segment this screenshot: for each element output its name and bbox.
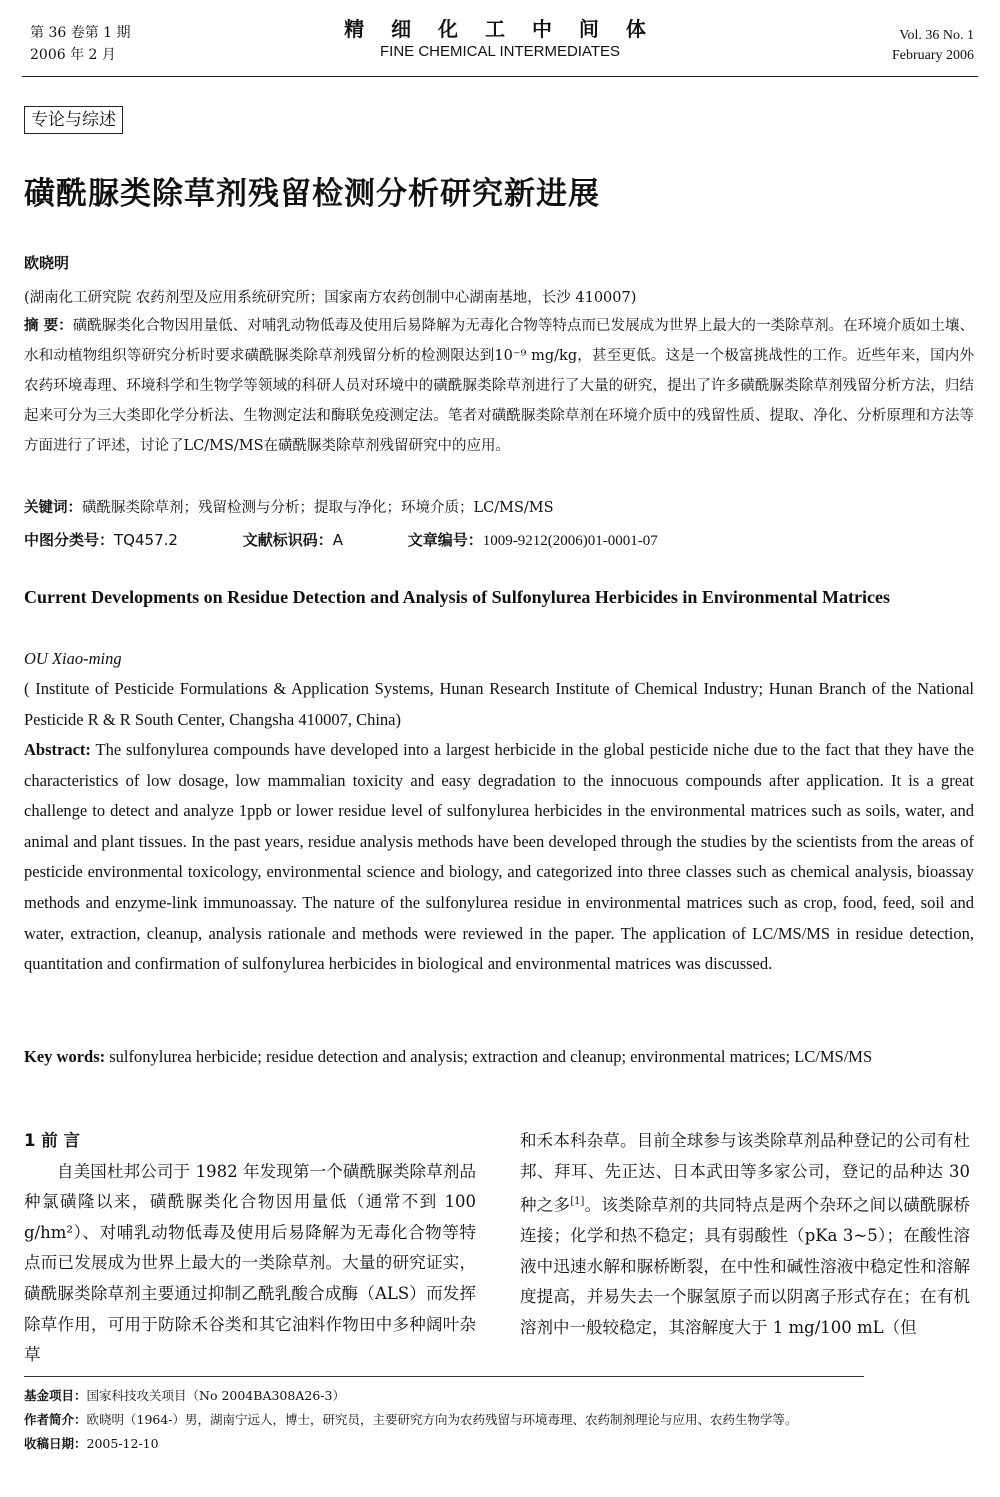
header-volume-cn: 第 36 卷第 1 期 [30, 25, 131, 41]
paper-title-en: Current Developments on Residue Detection and Analysis of Sulfonylurea Herbicides in Environmental Matrices [24, 587, 890, 607]
column-tag: 专论与综述 [24, 106, 123, 134]
affiliation-cn: (湖南化工研究院 农药剂型及应用系统研究所；国家南方农药创制中心湖南基地，长沙 410007) [24, 290, 637, 306]
paper-title-cn: 磺酰脲类除草剂残留检测分析研究新进展 [24, 176, 600, 212]
footnote-divider [24, 1376, 864, 1377]
keywords-en-label: Key words: [24, 1047, 106, 1066]
abstract-en-label: Abstract: [24, 740, 91, 759]
classification-line [24, 526, 658, 555]
header-divider [22, 76, 978, 77]
section-heading: 1 前 言 [24, 1131, 80, 1150]
header-journal [0, 16, 1000, 62]
header-date-en: February 2006 [891, 48, 974, 63]
keywords-en-text: sulfonylurea herbicide; residue detection and analysis; extraction and cleanup; environmental matrices; LC/MS/MS [109, 1047, 873, 1066]
keywords-cn-label: 关键词： [24, 500, 82, 516]
header-date-cn: 2006 年 2 月 [30, 47, 116, 63]
abstract-cn-label: 摘 要： [24, 318, 73, 334]
clc-number: 中图分类号：TQ457.2 [24, 531, 178, 549]
author-en: OU Xiao-ming [24, 649, 122, 668]
author-cn: 欧晓明 [24, 254, 70, 272]
abstract-cn-text: 磺酰脲类化合物因用量低、对哺乳动物低毒及使用后易降解为无毒化合物等特点而已发展成为世界上最大的一类除草剂。在环境介质如土壤、水和动植物组织等研究分析时要求磺酰脲类除草剂残留分析的检测限达到10⁻⁹ mg/kg，甚至更低。这是一个极富挑战性的工作。近些年来，国内外农药环境毒理、环境科学和生物学等领域的科研人员对环境中的磺酰脲类除草剂进行了大量的研究，提出了许多磺酰脲类除草剂残留分析方法，归结起来可分为三大类即化学分析法、生物测定法和酶联免疫测定法。笔者对磺酰脲类除草剂在环境介质中的残留性质、提取、净化、分析原理和方法等方面进行了评述，讨论了LC/MS/MS在磺酰脲类除草剂残留研究中的应用。 [24, 318, 974, 454]
affiliation-en: ( Institute of Pesticide Formulations & Application Systems, Hunan Research Institute of Chemical Industry; Hunan Branch of the National Pesticide R & R South Center, Changsha 410007, China) [24, 679, 974, 729]
keywords-cn [24, 493, 974, 523]
footnote-fund: 基金项目：国家科技攻关项目（No 2004BA308A26-3） [24, 1388, 345, 1403]
header-volume-en: Vol. 36 No. 1 [899, 28, 974, 43]
section-paragraph-left: 自美国杜邦公司于 1982 年发现第一个磺酰脲类除草剂品种氯磺隆以来，磺酰脲类化合物因用量低（通常不到 100 g/hm²）、对哺乳动物低毒及使用后易降解为无毒化合物等特点而已发展成为世界上最大的一类除草剂。大量的研究证实，磺酰脲类除草剂主要通过抑制乙酰乳酸合成酶（ALS）而发挥除草作用，可用于防除禾谷类和其它油料作物田中多种阔叶杂草 [24, 1161, 476, 1365]
journal-name-cn: 精 细 化 工 中 间 体 [344, 17, 656, 41]
journal-name-en: FINE CHEMICAL INTERMEDIATES [379, 43, 621, 60]
section-paragraph-right-a: 和禾本科杂草。目前全球参与该类除草剂品种登记的公司有杜邦、拜耳、先正达、日本武田等多家公司，登记的品种达 30 种之多 [520, 1131, 970, 1215]
keywords-en [24, 1042, 974, 1073]
body-column-left [24, 1126, 476, 1371]
footnote-received: 收稿日期：2005-12-10 [24, 1436, 159, 1451]
abstract-en-text: The sulfonylurea compounds have developed into a largest herbicide in the global pesticide niche due to the fact that they have the characteristics of low dosage, low mammalian toxicity and easy degradation to the innocuous compounds after application. It is a great challenge to detect and analyze 1ppb or lower residue level of sulfonylurea herbicides in the environmental matrices such as soils, water, and animal and plant tissues. In the past years, residue analysis methods have been developed through the studies by the scientists from the areas of pesticide environmental toxicology, environmental science and biology, and categorized into three classes such as chemical analysis, bioassay methods and enzyme-link immunoassay. The nature of the sulfonylurea residue in environmental matrices such as crop, food, feed, soil and water, extraction, cleanup, analysis rationale and methods were reviewed in the paper. The application of LC/MS/MS in residue detection, quantitation and confirmation of sulfonylurea herbicides in biological and environmental matrices was discussed. [24, 740, 974, 974]
article-number: 文章编号：1009-9212(2006)01-0001-07 [407, 531, 658, 549]
abstract-en [24, 735, 974, 980]
document-code: 文献标识码：A [242, 531, 343, 549]
section-paragraph-right-b: 。该类除草剂的共同特点是两个杂环之间以磺酰脲桥连接；化学和热不稳定；具有弱酸性（pKa 3~5）；在酸性溶液中迅速水解和脲桥断裂，在中性和碱性溶液中稳定性和溶解度提高，并易失去一个脲氢原子而以阴离子形式存在；在有机溶剂中一般较稳定，其溶解度大于 1 mg/100 mL（但 [520, 1195, 971, 1338]
header-issue-en [892, 26, 974, 66]
keywords-cn-text: 磺酰脲类除草剂；残留检测与分析；提取与净化；环境介质；LC/MS/MS [82, 500, 554, 516]
body-column-right [520, 1126, 970, 1344]
reference-mark[interactable]: [1] [570, 1196, 585, 1208]
footnote-author-bio: 作者简介：欧晓明（1964-）男，湖南宁远人，博士，研究员，主要研究方向为农药残留与环境毒理、农药制剂理论与应用、农药生物学等。 [24, 1412, 798, 1427]
abstract-cn [24, 311, 974, 461]
